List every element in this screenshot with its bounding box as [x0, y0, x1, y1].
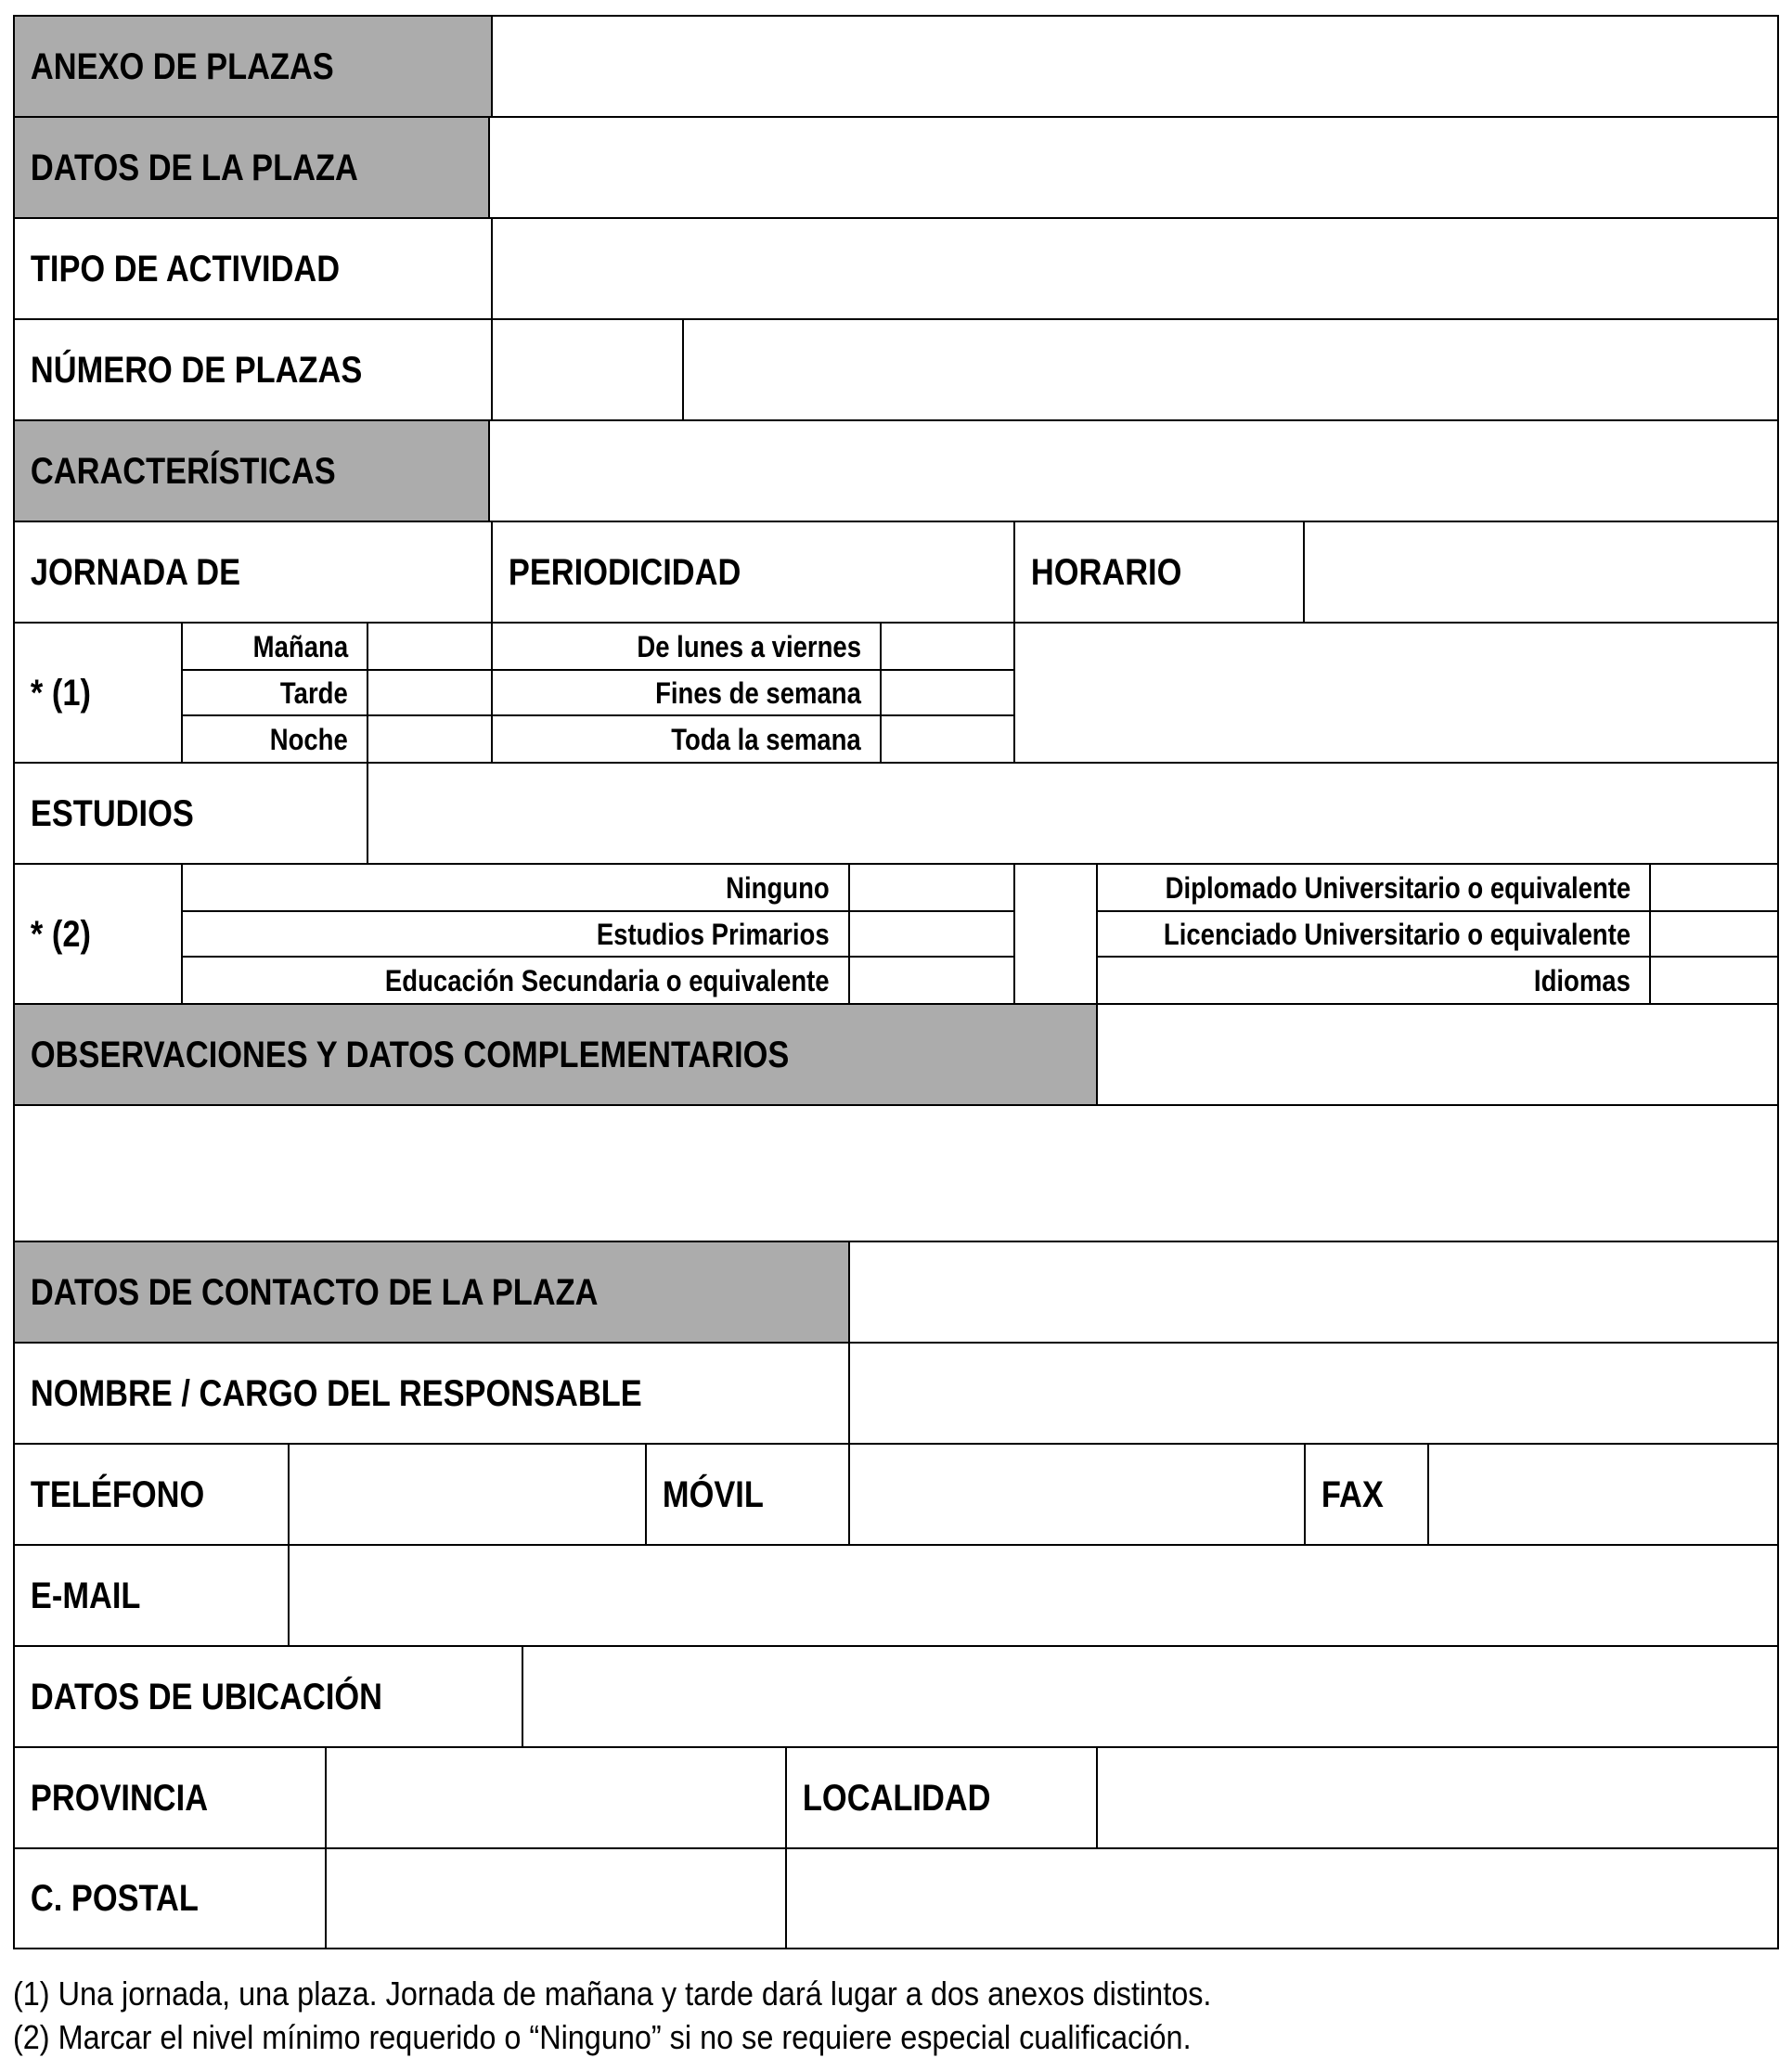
ref1-label: * (1) [30, 672, 91, 714]
periodicidad-option-toda: Toda la semana [671, 722, 861, 756]
ubicacion-label: DATOS DE UBICACIÓN [30, 1676, 382, 1717]
responsable-label: NOMBRE / CARGO DEL RESPONSABLE [30, 1372, 642, 1414]
movil-label: MÓVIL [662, 1473, 764, 1515]
localidad-label: LOCALIDAD [802, 1777, 991, 1819]
estudios-check-idiomas[interactable] [1649, 956, 1779, 1005]
jornada-option-tarde: Tarde [280, 675, 348, 710]
postal-label: C. POSTAL [30, 1878, 199, 1919]
jornada-header: JORNADA DE [30, 551, 241, 593]
estudios-option-ninguno: Ninguno [726, 870, 830, 905]
estudios-option-licenciado: Licenciado Universitario o equivalente [1163, 917, 1631, 951]
numero-plazas-field[interactable] [491, 318, 684, 421]
estudios-check-ninguno[interactable] [848, 863, 1015, 912]
estudios-check-licenciado[interactable] [1649, 910, 1779, 958]
observaciones-textarea[interactable] [13, 1104, 1779, 1242]
anexo-label: ANEXO DE PLAZAS [30, 45, 334, 87]
horario-detail-field[interactable] [1013, 622, 1779, 764]
datos-plaza-label: DATOS DE LA PLAZA [30, 147, 358, 188]
horario-field[interactable] [1303, 521, 1779, 624]
email-field[interactable] [288, 1544, 1779, 1647]
estudios-check-diplomado[interactable] [1649, 863, 1779, 912]
responsable-field[interactable] [848, 1342, 1779, 1445]
jornada-option-manana: Mañana [252, 629, 348, 663]
fax-label: FAX [1321, 1473, 1384, 1515]
periodicidad-option-lunes-viernes: De lunes a viernes [637, 629, 861, 663]
ubicacion-field[interactable] [522, 1645, 1779, 1748]
observaciones-extra-field[interactable] [1096, 1003, 1779, 1106]
contacto-label: DATOS DE CONTACTO DE LA PLAZA [30, 1271, 599, 1313]
caracteristicas-field[interactable] [488, 419, 1779, 522]
periodicidad-header: PERIODICIDAD [508, 551, 741, 593]
fax-field[interactable] [1427, 1443, 1779, 1546]
periodicidad-check-fines[interactable] [880, 669, 1015, 716]
horario-header: HORARIO [1030, 551, 1182, 593]
jornada-check-tarde[interactable] [367, 669, 493, 716]
estudios-option-diplomado: Diplomado Universitario o equivalente [1165, 870, 1631, 905]
footnote-2: (2) Marcar el nivel mínimo requerido o “Ninguno” si no se requiere especial cualificación. [13, 2018, 1192, 2056]
estudios-field[interactable] [367, 762, 1779, 865]
anexo-field[interactable] [491, 15, 1779, 118]
footnote-1: (1) Una jornada, una plaza. Jornada de mañana y tarde dará lugar a dos anexos distintos. [13, 1974, 1212, 2013]
ref2-label: * (2) [30, 913, 91, 955]
movil-field[interactable] [848, 1443, 1306, 1546]
localidad-field[interactable] [1096, 1746, 1779, 1849]
observaciones-label: OBSERVACIONES Y DATOS COMPLEMENTARIOS [30, 1034, 790, 1075]
numero-plazas-extra-field[interactable] [682, 318, 1779, 421]
contacto-field[interactable] [848, 1241, 1779, 1344]
telefono-label: TELÉFONO [30, 1473, 205, 1515]
caracteristicas-label: CARACTERÍSTICAS [30, 450, 336, 492]
tipo-actividad-label: TIPO DE ACTIVIDAD [30, 248, 341, 289]
numero-plazas-label: NÚMERO DE PLAZAS [30, 349, 363, 391]
estudios-option-idiomas: Idiomas [1534, 963, 1631, 997]
jornada-option-noche: Noche [269, 722, 348, 756]
jornada-check-manana[interactable] [367, 622, 493, 671]
postal-extra-field[interactable] [785, 1847, 1779, 1949]
periodicidad-option-fines: Fines de semana [655, 675, 861, 710]
estudios-check-secundaria[interactable] [848, 956, 1015, 1005]
periodicidad-check-toda[interactable] [880, 714, 1015, 764]
estudios-option-secundaria: Educación Secundaria o equivalente [385, 963, 830, 997]
periodicidad-check-lunes-viernes[interactable] [880, 622, 1015, 671]
tipo-actividad-field[interactable] [491, 217, 1779, 320]
telefono-field[interactable] [288, 1443, 647, 1546]
estudios-spacer-cell [1013, 863, 1098, 1005]
jornada-check-noche[interactable] [367, 714, 493, 764]
estudios-option-primarios: Estudios Primarios [597, 917, 830, 951]
estudios-label: ESTUDIOS [30, 792, 194, 834]
email-label: E-MAIL [30, 1575, 141, 1616]
provincia-label: PROVINCIA [30, 1777, 209, 1819]
provincia-field[interactable] [325, 1746, 787, 1849]
estudios-check-primarios[interactable] [848, 910, 1015, 958]
datos-plaza-field[interactable] [488, 116, 1779, 219]
postal-field[interactable] [325, 1847, 787, 1949]
